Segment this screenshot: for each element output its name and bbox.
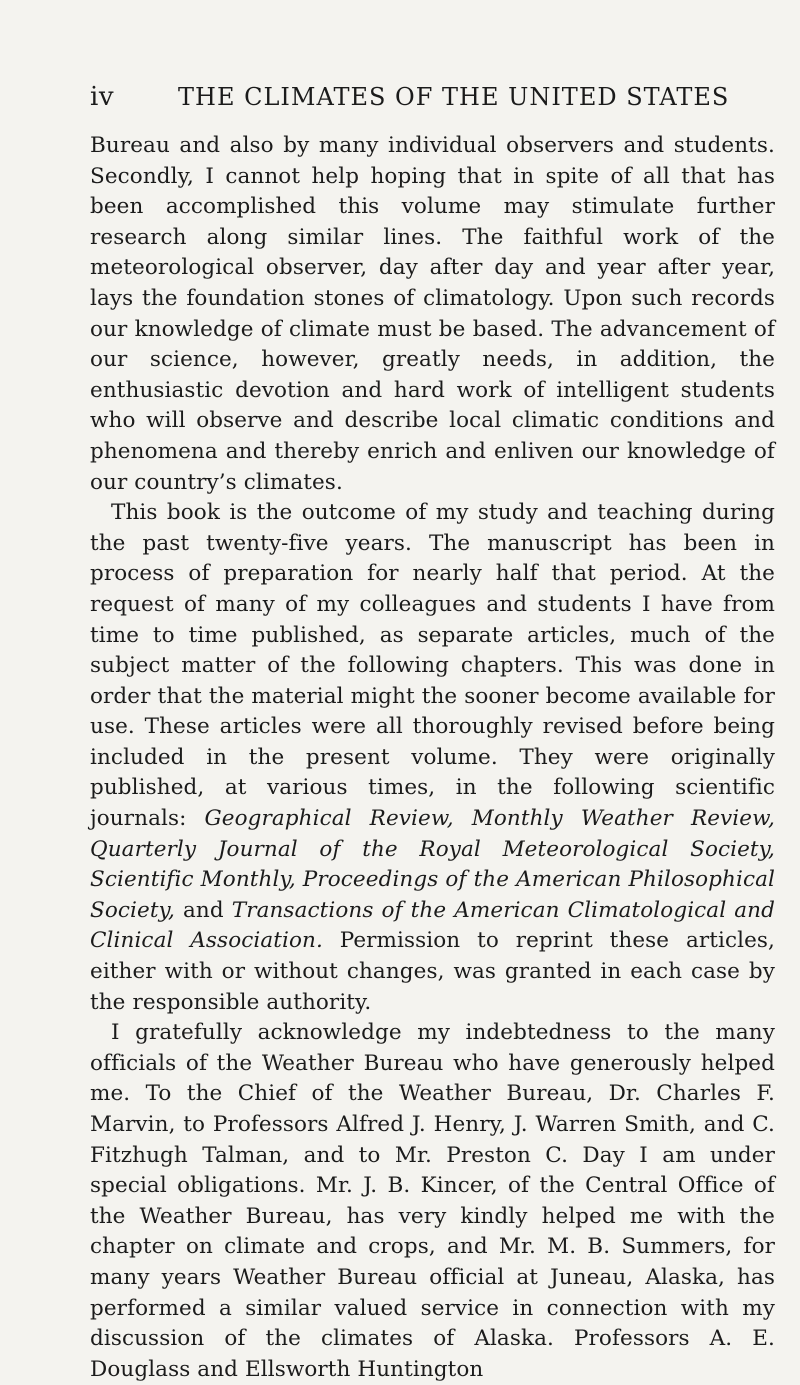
paragraph-2-part-2: Permission to reprint these articles, either with or without changes, was granted in each case by the responsible authority.: [90, 928, 775, 1015]
paragraph-1: Bureau and also by many individual observers and students. Secondly, I cannot help hoping that in spite of all that has been accomplished this volume may stimulate further research along similar lines. The faithful work of the meteorological observer, day after day and year after year, lays the foundation stones of climatology. Upon such records our knowledge of climate must be based. The advancement of our science, however, greatly needs, in addition, the enthusiastic devotion and hard work of intelligent students who will observe and describe local climatic conditions and phenomena and thereby enrich and enliven our knowledge of our country’s climates.: [90, 133, 775, 495]
journal-list-1: Geographical Review, Monthly Weather Review, Quarterly Journal of the Royal Meteorological Society, Scientific Monthly, Proceedings of the American Philosophical Society,: [90, 806, 775, 923]
paragraph-3: I gratefully acknowledge my indebtedness to the many officials of the Weather Bureau who have generously helped me. To the Chief of the Weather Bureau, Dr. Charles F. Marvin, to Professors Alfred J. Henry, J. Warren Smith, and C. Fitzhugh Talman, and to Mr. Preston C. Day I am under special obligations. Mr. J. B. Kincer, of the Central Office of the Weather Bureau, has very kindly helped me with the chapter on climate and crops, and Mr. M. B. Summers, for many years Weather Bureau official at Juneau, Alaska, has performed a similar valued service in connection with my discussion of the climates of Alaska. Professors A. E. Douglass and Ellsworth Huntington: [90, 1020, 775, 1382]
journal-list-2: Transactions of the American Climatological and Clinical Association.: [90, 897, 775, 954]
page-number: iv: [90, 82, 115, 112]
page-header: [90, 82, 775, 126]
running-title: THE CLIMATES OF THE UNITED STATES: [178, 83, 730, 111]
paragraph-2: [90, 498, 775, 1018]
body-text: [90, 131, 775, 1385]
book-page: [90, 82, 775, 1385]
paragraph-2-and: and: [174, 897, 232, 923]
paragraph-2-part-1: This book is the outcome of my study and teaching during the past twenty-five years. The manuscript has been in process of preparation for nearly half that period. At the request of many of my colleagues and students I have from time to time published, as separate articles, much of the subject matter of the following chapters. This was done in order that the material might the sooner become available for use. These articles were all thoroughly revised before being included in the present volume. They were originally published, at various times, in the following scientific journals:: [90, 500, 775, 832]
